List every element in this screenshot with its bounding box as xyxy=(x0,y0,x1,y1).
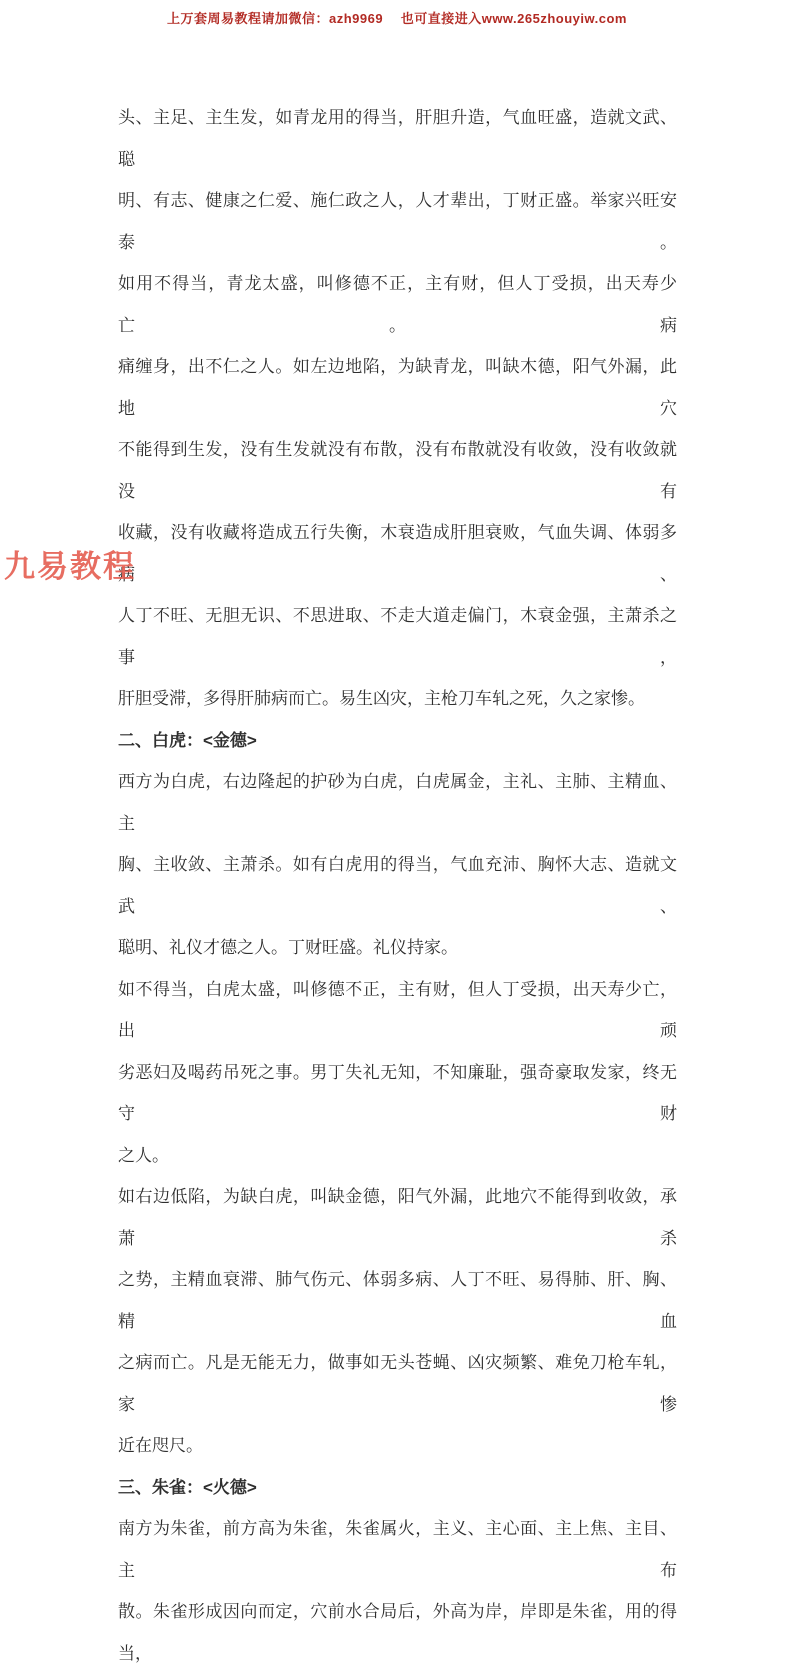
text-line: 收藏，没有收藏将造成五行失衡，木衰造成肝胆衰败，气血失调、体弱多病、 xyxy=(118,523,677,584)
text-line: 近在咫尺。 xyxy=(118,1436,203,1455)
paragraph xyxy=(118,1176,677,1467)
text-line: 胸、主收敛、主萧杀。如有白虎用的得当，气血充沛、胸怀大志、造就文武、 xyxy=(118,855,677,916)
paragraph xyxy=(118,969,677,1177)
text-line: 明、有志、健康之仁爱、施仁政之人，人才辈出，丁财正盛。举家兴旺安泰。 xyxy=(118,191,677,252)
text-line: 痛缠身，出不仁之人。如左边地陷，为缺青龙，叫缺木德，阳气外漏，此地穴 xyxy=(118,357,677,418)
document-body xyxy=(118,97,677,1674)
text-line: 不能得到生发，没有生发就没有布散，没有布散就没有收敛，没有收敛就没有 xyxy=(118,440,677,501)
paragraph xyxy=(118,1508,677,1674)
text-line: 如用不得当，青龙太盛，叫修德不正，主有财，但人丁受损，出天寿少亡。病 xyxy=(118,274,677,335)
section-heading-baihu: 二、白虎：<金德> xyxy=(118,730,257,750)
text-line: 如不得当，白虎太盛，叫修德不正，主有财，但人丁受损，出天寿少亡，出顽 xyxy=(118,979,677,1040)
text-line: 头、主足、主生发，如青龙用的得当，肝胆升造，气血旺盛，造就文武、聪 xyxy=(118,108,677,169)
text-line: 南方为朱雀，前方高为朱雀，朱雀属火，主义、主心面、主上焦、主目、主布 xyxy=(118,1519,677,1580)
text-line: 人丁不旺、无胆无识、不思进取、不走大道走偏门，木衰金强，主萧杀之事， xyxy=(118,606,677,667)
paragraph xyxy=(118,761,677,969)
text-line: 之病而亡。凡是无能无力，做事如无头苍蝇、凶灾频繁、难免刀枪车轧，家惨 xyxy=(118,1353,677,1414)
text-line: 之势，主精血衰滞、肺气伤元、体弱多病、人丁不旺、易得肺、肝、胸、精血 xyxy=(118,1270,677,1331)
text-line: 西方为白虎，右边隆起的护砂为白虎，白虎属金，主礼、主肺、主精血、主 xyxy=(118,772,677,833)
section-heading-zhuque: 三、朱雀：<火德> xyxy=(118,1477,257,1497)
text-line: 劣恶妇及喝药吊死之事。男丁失礼无知，不知廉耻，强奇豪取发家，终无守财 xyxy=(118,1062,677,1123)
text-line: 之人。 xyxy=(118,1145,169,1165)
watermark: 九易教程 xyxy=(4,549,136,584)
header-promo-text: 上万套周易教程请加微信：azh9969 也可直接进入www.265zhouyiw.com xyxy=(167,11,627,26)
text-line: 如右边低陷，为缺白虎，叫缺金德，阳气外漏，此地穴不能得到收敛，承萧杀 xyxy=(118,1187,677,1248)
paragraph xyxy=(118,263,677,720)
paragraph xyxy=(118,97,677,263)
text-line: 聪明、礼仪才德之人。丁财旺盛。礼仪持家。 xyxy=(118,938,458,957)
text-line: 散。朱雀形成因向而定，穴前水合局后，外高为岸，岸即是朱雀，用的得当， xyxy=(118,1602,677,1663)
text-line: 肝胆受滞，多得肝肺病而亡。易生凶灾，主枪刀车轧之死，久之家惨。 xyxy=(118,689,645,708)
